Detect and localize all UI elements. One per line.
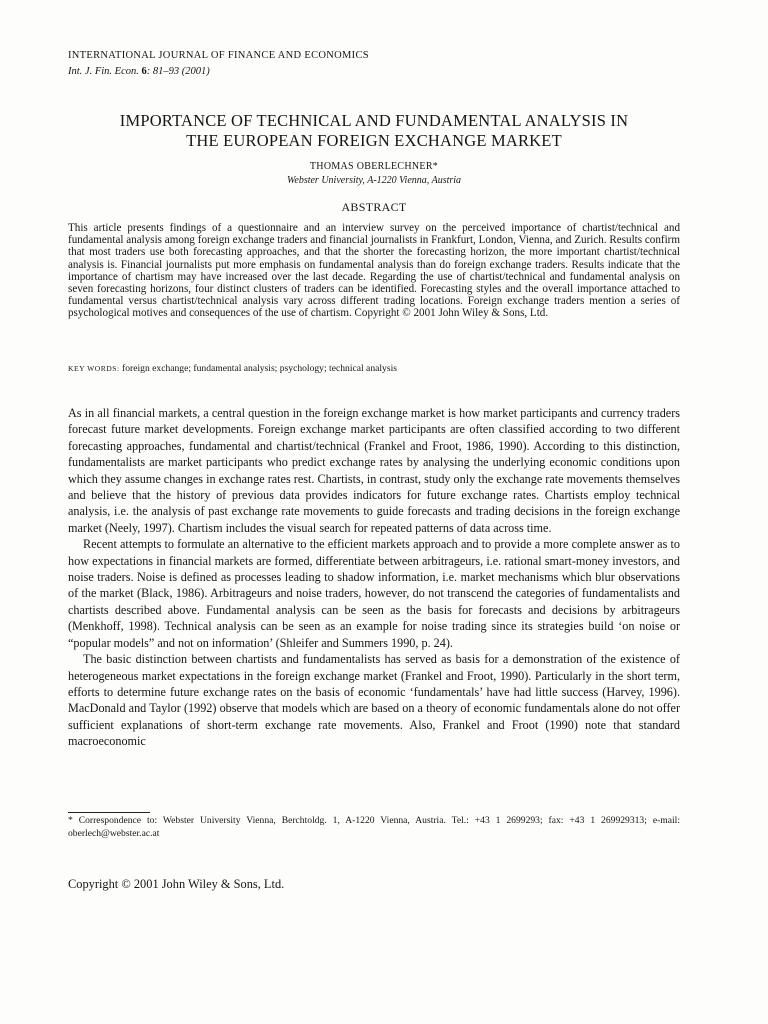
footnote-rule <box>68 812 150 813</box>
abstract-text: This article presents findings of a questionnaire and an interview survey on the perceived importance of chartist/technical and fundamental analysis among foreign exchange traders and financial journalists in Frankfurt, London, Vienna, and Zurich. Results confirm that most traders use both forecasting approaches, and that the shorter the forecasting horizon, the more important chartist/technical analysis is. Financial journalists put more emphasis on fundamental analysis than do foreign exchange traders. Results indicate that the importance of chartism may have increased over the last decade. Regarding the use of chartist/technical and fundamental analysis on seven forecasting horizons, four distinct clusters of traders can be identified. Forecasting styles and the overall importance attached to fundamental versus chartist/technical analysis vary across different trading locations. Foreign exchange traders mention a series of psychological motives and consequences of the use of chartism. Copyright © 2001 John Wiley & Sons, Ltd. <box>68 222 680 320</box>
journal-citation <box>68 66 210 77</box>
article-body <box>68 405 680 750</box>
citation-volume: 6 <box>141 66 147 77</box>
article-title <box>68 111 680 151</box>
author-name: THOMAS OBERLECHNER* <box>309 161 439 172</box>
title-line-1: IMPORTANCE OF TECHNICAL AND FUNDAMENTAL ANALYSIS IN <box>119 111 629 130</box>
abstract-heading: ABSTRACT <box>341 200 407 214</box>
correspondence-footnote: * Correspondence to: Webster University Vienna, Berchtoldg. 1, A-1220 Vienna, Austria. Tel.: +43 1 2699293; fax: +43 1 269929313; e-mail: oberlech@webster.ac.at <box>68 815 680 839</box>
body-paragraph: The basic distinction between chartists and fundamentalists has served as basis for a demonstration of the existence of heterogeneous market expectations in the foreign exchange market (Frankel and Froot, 1990). Particularly in the short term, efforts to determine future exchange rates on the basis of economic ‘fundamentals’ have had little success (Harvey, 1996). MacDonald and Taylor (1992) observe that models which are based on a theory of economic fundamentals alone do not offer sufficient explanations of short-term exchange rate movements. Also, Frankel and Froot (1990) note that standard macroeconomic <box>68 652 680 749</box>
keywords-label: KEY WORDS: <box>68 364 120 373</box>
author-affiliation: Webster University, A-1220 Vienna, Austria <box>286 175 462 186</box>
body-paragraph: Recent attempts to formulate an alternative to the efficient markets approach and to provide a more complete answer as to how expectations in financial markets are formed, differentiate between arbitrageurs, i.e. rational smart-money investors, and noise traders. Noise is defined as processes leading to shadow information, i.e. market mechanisms which blur observations of the market (Black, 1986). Arbitrageurs and noise traders, however, do not transcend the categories of fundamentalists and chartists described above. Fundamental analysis can be seen as the basis for forecasts and decisions by arbitrageurs (Menkhoff, 1998). Technical analysis can be seen as an example for noise trading since its strategies build ‘on noise or “popular models” and not on information’ (Shleifer and Summers 1990, p. 24). <box>68 537 680 650</box>
keywords-list: foreign exchange; fundamental analysis; psychology; technical analysis <box>122 363 397 374</box>
keywords <box>68 363 397 374</box>
title-line-2: THE EUROPEAN FOREIGN EXCHANGE MARKET <box>186 131 562 150</box>
journal-name: INTERNATIONAL JOURNAL OF FINANCE AND ECONOMICS <box>68 50 369 61</box>
body-paragraph: As in all financial markets, a central question in the foreign exchange market is how market participants and currency traders forecast future market developments. Foreign exchange market participants are often classified according to two different forecasting approaches, fundamental and chartist/technical (Frankel and Froot, 1986, 1990). According to this distinction, fundamentalists are market participants who predict exchange rates by analysing the underlying economic conditions upon which they assume changes in exchange rates rest. Chartists, in contrast, study only the exchange rate movements themselves and believe that the history of previous data provides indicators for future exchange rates. Chartists employ technical analysis, i.e. the analysis of past exchange rate movements to guide forecasts and trading decisions in the foreign exchange market (Neely, 1997). Chartism includes the visual search for repeated patterns of data across time. <box>68 406 680 535</box>
citation-abbrev: Int. J. Fin. Econ. <box>68 66 139 77</box>
citation-pages-year: : 81–93 (2001) <box>146 66 210 77</box>
copyright-footer: Copyright © 2001 John Wiley & Sons, Ltd. <box>68 877 285 891</box>
